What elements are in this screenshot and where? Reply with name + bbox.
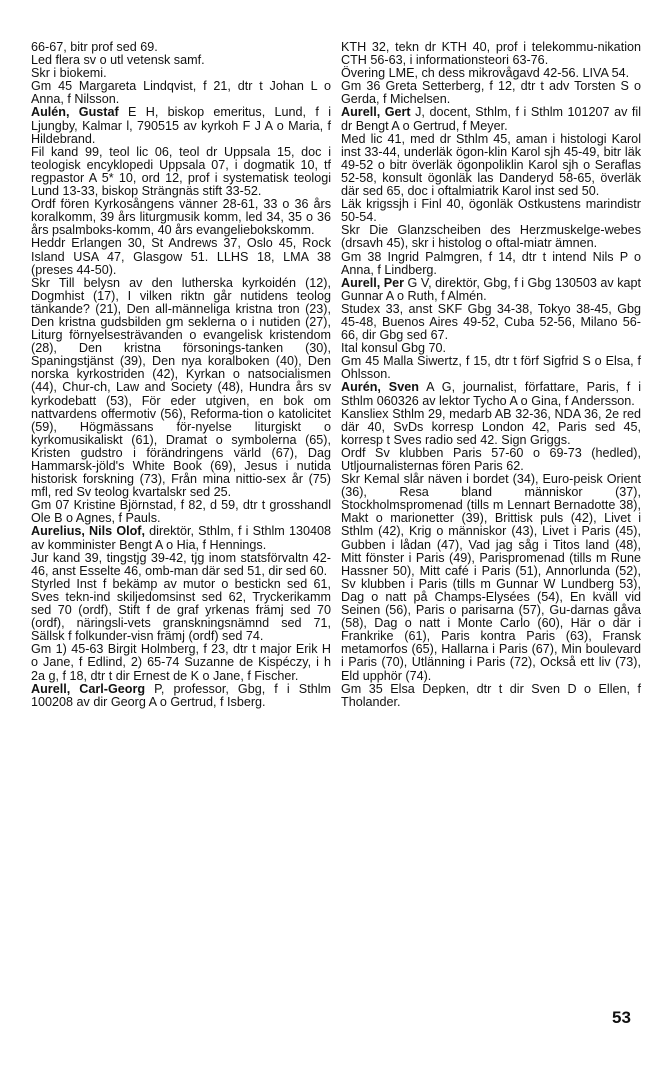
entry-headword: Aurell, Per bbox=[341, 275, 405, 290]
entry-body: direktör, Sthlm, f i Sthlm 130408 av komminister Bengt A o Hia, f Hennings. bbox=[31, 524, 331, 552]
entry-paragraph bbox=[341, 106, 641, 132]
entry-paragraph bbox=[341, 277, 641, 303]
entry-body: Gm 35 Elsa Depken, dtr t dir Sven D o Ellen, f Tholander. bbox=[341, 681, 641, 709]
entry-text bbox=[341, 447, 641, 473]
entry-body: P, professor, Gbg, f i Sthlm 100208 av dir Georg A o Gertrud, f Isberg. bbox=[31, 681, 331, 709]
entry-body: J, docent, Sthlm, f i Sthlm 101207 av fil dr Bengt A o Gertrud, f Meyer. bbox=[341, 105, 641, 133]
entry-body: Gm 38 Ingrid Palmgren, f 14, dtr t intend Nils P o Anna, f Lindberg. bbox=[341, 249, 641, 277]
entry-headword: Aulén, Gustaf bbox=[31, 105, 119, 120]
entry-text bbox=[341, 303, 641, 342]
entry-body: Styrled Inst f bekämp av mutor o bestickn sed 61, Sves tekn-ind skiljedomsinst sed 62, Tryckerikamm sed 70 (ordf), Stift f de graf yrkenas främj sed 70 (ordf), näringsli-vets granskningsnämnd sed 71, Sällsk f folkunder-visn främj (ordf) sed 74. bbox=[31, 576, 331, 644]
entry-text bbox=[341, 355, 641, 381]
entry-body: Skr Till belysn av den lutherska kyrkoidén (12), Dogmhist (17), I vilken riktn går nutidens teolog tänkande? (21), Den all-männeliga kristna tron (23), Den kristna gudsbilden gm seklerna o i nutiden (27), Liturg förnyelsesträvanden o evangelisk kristendom (28), Den kristna försonings-tanken (30), Spaningstjänst (39), Den nya koralboken (40), Den norska kyrkostriden (42), Kyrkan o natsocialismen (44), Chur-ch, Law and Society (48), Hundra års sv kyrkodebatt (53), För eder utgiven, en bok om nattvardens offermotiv (56), Reforma-tion o katolicitet (59), Högmässans för-nyelse liturgiskt o kyrkomusikaliskt (61), Dramat o symbolerna (65), Kristen gudstro i förändringens värld (67), Dag Hammarsk-jöld's White Book (69), Jesus i nutida historisk forskning (73), Från mina nittio-sex år (75) mfl, red Sv teolog kvartalskr sed 25. bbox=[31, 275, 331, 500]
entry-body: Jur kand 39, tingstjg 39-42, tjg inom statsförvaltn 42-46, anst Esselte 46, omb-man där sed 51, dir sed 60. bbox=[31, 550, 331, 578]
entry-text bbox=[341, 198, 641, 224]
entry-body: Ordf fören Kyrkosångens vänner 28-61, 33 o 36 års koralkomm, 39 års liturgmusik komm, led 34, 35 o 36 års psalmboks-komm, 40 års evangeliebokskomm. bbox=[31, 197, 331, 238]
entry-paragraph bbox=[31, 525, 331, 551]
entry-text bbox=[31, 237, 331, 276]
entry-body: KTH 32, tekn dr KTH 40, prof i telekommu-nikation CTH 56-63, i informationsteori 63-76. bbox=[341, 40, 641, 68]
page-number: 53 bbox=[612, 1008, 631, 1027]
entry-body: Skr i biokemi. bbox=[31, 66, 107, 81]
entry-body: Övering LME, ch dess mikrovågavd 42-56. LIVA 54. bbox=[341, 66, 630, 81]
entry-text bbox=[31, 277, 331, 500]
entry-text bbox=[341, 251, 641, 277]
entry-body: Gm 07 Kristine Björnstad, f 82, d 59, dtr t grosshandl Ole B o Agnes, f Pauls. bbox=[31, 498, 331, 526]
entry-text bbox=[31, 499, 331, 525]
entry-headword: Aurén, Sven bbox=[341, 380, 419, 395]
entry-body: Gm 36 Greta Setterberg, f 12, dtr t adv Torsten S o Gerda, f Michelsen. bbox=[341, 79, 641, 107]
left-column bbox=[31, 41, 331, 709]
entry-text bbox=[341, 473, 641, 683]
entry-headword: Aurell, Gert bbox=[341, 105, 411, 120]
entry-body: Skr Kemal slår näven i bordet (34), Euro-peisk Orient (36), Resa bland människor (37), Stockholmspromenad (tills m Lennart Bernadotte 38), Makt o marionetter (39), Brittisk puls (42), Livet i Sthlm (42), Krig o människor (43), Livet i Paris (45), Gubben i lådan (47), Vad jag såg i Titos land (48), Mitt fönster i Paris (49), Parispromenad (tills m Rune Hassner 50), Mitt café i Paris (51), Annorlunda (52), Sv klubben i Paris (tills m Gunnar W Lundberg 53), Dag o natt på Champs-Elysées (54), En kväll vid Seinen (56), Paris o parisarna (57), Gu-darnas gåva (58), Dag o natt i Monte Carlo (60), Här o där i Frankrike (61), Paris kontra Paris (63), Fransk metamorfos (65), Hallarna i Paris (67), Min boulevard i Paris (70), Utlänning i Paris (72), Också ett liv (73), Eld upphör (74). bbox=[341, 472, 641, 683]
entry-body: Led flera sv o utl vetensk samf. bbox=[31, 53, 205, 68]
entry-paragraph bbox=[31, 106, 331, 145]
entry-text bbox=[31, 578, 331, 643]
entry-body: G V, direktör, Gbg, f i Gbg 130503 av kapt Gunnar A o Ruth, f Almén. bbox=[341, 275, 642, 303]
entry-text bbox=[341, 683, 641, 709]
entry-text bbox=[31, 552, 331, 578]
entry-body: 66-67, bitr prof sed 69. bbox=[31, 40, 158, 54]
entry-body: Ordf Sv klubben Paris 57-60 o 69-73 (hedled), Utljournalisternas fören Paris 62. bbox=[341, 445, 641, 473]
entry-text bbox=[341, 408, 641, 447]
right-column bbox=[341, 41, 641, 709]
entry-text bbox=[31, 198, 331, 237]
entry-body: E H, biskop emeritus, Lund, f i Ljungby, Kalmar l, 790515 av kyrkoh F J A o Maria, f Hildebrand. bbox=[31, 105, 331, 146]
entry-body: Heddr Erlangen 30, St Andrews 37, Oslo 45, Rock Island USA 47, Glasgow 51. LLHS 18, LMA 38 (preses 44-50). bbox=[31, 236, 331, 277]
entry-text bbox=[31, 643, 331, 682]
entry-text bbox=[341, 80, 641, 106]
entry-text bbox=[341, 133, 641, 198]
entry-body: Ital konsul Gbg 70. bbox=[341, 341, 447, 356]
entry-headword: Aurell, Carl-Georg bbox=[31, 681, 146, 696]
entry-body: Skr Die Glanzscheiben des Herzmuskelge-webes (drsavh 45), skr i histolog o oftal-miatr ämnen. bbox=[341, 223, 641, 251]
entry-text bbox=[341, 224, 641, 250]
entry-text bbox=[341, 41, 641, 67]
entry-headword: Aurelius, Nils Olof, bbox=[31, 524, 145, 539]
entry-body: Läk krigssjh i Finl 40, ögonläk Ostkustens marindistr 50-54. bbox=[341, 197, 641, 225]
entry-paragraph bbox=[341, 381, 641, 407]
entry-paragraph bbox=[31, 683, 331, 709]
entry-body: A G, journalist, författare, Paris, f i Sthlm 060326 av lektor Tycho A o Gina, f Andersson. bbox=[341, 380, 641, 408]
entry-body: Studex 33, anst SKF Gbg 34-38, Tokyo 38-45, Gbg 45-48, Buenos Aires 49-52, Cuba 52-56, Milano 56-66, dir Gbg sed 67. bbox=[341, 301, 641, 343]
entry-body: Kansliex Sthlm 29, medarb AB 32-36, NDA 36, 2e red där 40, SvDs korresp London 42, Paris sed 45, korresp t Sves radio sed 42. Sign Griggs. bbox=[341, 406, 641, 447]
entry-body: Gm 1) 45-63 Birgit Holmberg, f 23, dtr t major Erik H o Jane, f Edlind, 2) 65-74 Suzanne de Kispéczy, i h 2a g, f 18, dtr t dir Ernest de K o Jane, f Fischer. bbox=[31, 642, 331, 683]
entry-body: Fil kand 99, teol lic 06, teol dr Uppsala 15, doc i teologisk encyklopedi Uppsala 07, i dogmatik 10, tf regpastor A 5* 10, ord 12, prof i systematisk teologi Lund 13-33, biskop Strängnäs stift 33-52. bbox=[31, 144, 331, 199]
entry-text bbox=[31, 146, 331, 198]
entry-body: Gm 45 Malla Siwertz, f 15, dtr t förf Sigfrid S o Elsa, f Ohlsson. bbox=[341, 354, 641, 382]
entry-text bbox=[31, 80, 331, 106]
entry-body: Gm 45 Margareta Lindqvist, f 21, dtr t Johan L o Anna, f Nilsson. bbox=[31, 79, 331, 107]
entry-body: Med lic 41, med dr Sthlm 45, aman i histologi Karol inst 33-44, underläk ögon-klin Karol sjh 45-49, bitr läk 49-52 o bitr överläk ögonpoliklin Karol sjh o Seraflas 52-58, konsult ögonläk las Danderyd 58-65, överläk där sed 65, doc i oftalmiatrik Karol inst sed 50. bbox=[341, 131, 641, 199]
